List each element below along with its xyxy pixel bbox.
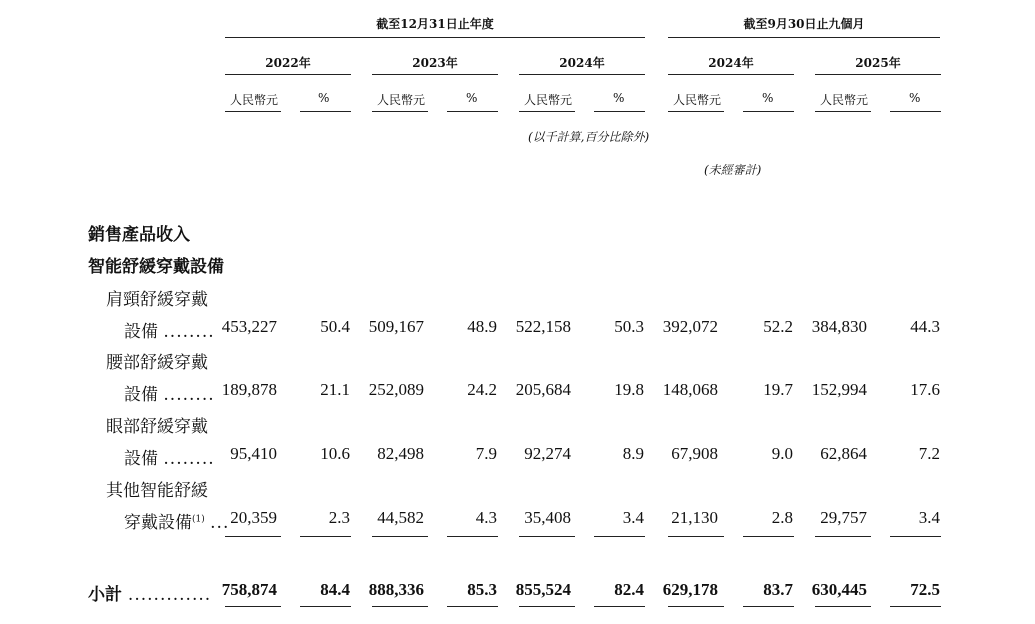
subtotal-rule [300,536,351,537]
year-rule [668,74,794,75]
table-cell: 67,908 [671,444,718,463]
unit-pct: % [762,91,774,105]
unit-pct: % [318,91,330,105]
year-header-2023: 2023年 [412,56,458,70]
unit-rule [519,111,575,112]
subtotal-bottom-rule [890,606,941,607]
subtotal-cell: 85.3 [467,580,497,599]
row-label-line2 [124,444,215,469]
table-cell: 4.3 [475,508,497,527]
subtotal-bottom-rule [519,606,575,607]
row-label-line2 [124,317,215,342]
unit-pct: % [613,91,625,105]
row-label-line1: 肩頸舒緩穿戴 [106,290,208,310]
table-cell: 24.2 [467,380,497,399]
subtotal-cell: 82.4 [614,580,644,599]
subtotal-rule [594,536,645,537]
subtotal-rule [815,536,871,537]
row-label-line1: 眼部舒緩穿戴 [106,417,208,437]
table-cell: 35,408 [524,508,571,527]
table-cell: 95,410 [230,444,277,463]
subtotal-cell: 83.7 [763,580,793,599]
table-cell: 453,227 [221,317,277,336]
year-header-2022: 2022年 [265,56,311,70]
note-unaudited: (未經審計) [704,163,762,177]
unit-rule [668,111,724,112]
group-rule-annual [225,37,645,38]
table-cell: 17.6 [910,380,940,399]
table-cell: 52.2 [763,317,793,336]
subtotal-bottom-rule [668,606,724,607]
row-label-line1: 腰部舒緩穿戴 [106,353,208,373]
table-cell: 7.2 [918,444,940,463]
table-cell: 21,130 [671,508,718,527]
table-cell: 7.9 [475,444,497,463]
year-header-2024: 2024年 [559,56,605,70]
table-cell: 44,582 [377,508,424,527]
subtotal-bottom-rule [372,606,428,607]
row-label-text: 設備 [124,449,158,469]
table-cell: 48.9 [467,317,497,336]
subtotal-rule [372,536,428,537]
year-rule [519,74,645,75]
leader-dots: ............. [127,585,212,605]
subtotal-cell: 630,445 [811,580,867,599]
note-thousands: (以千計算,百分比除外) [528,130,650,144]
table-cell: 148,068 [662,380,718,399]
table-cell: 522,158 [515,317,571,336]
subtotal-bottom-rule [447,606,498,607]
subtotal-rule [668,536,724,537]
subtotal-cell: 758,874 [221,580,277,599]
table-cell: 82,498 [377,444,424,463]
year-rule [815,74,941,75]
row-label-line1: 其他智能舒緩 [106,481,208,501]
subtotal-cell: 84.4 [320,580,350,599]
table-cell: 189,878 [221,380,277,399]
subtotal-rule [225,536,281,537]
subtotal-label [88,580,211,605]
leader-dots: ........ [163,322,215,342]
row-label-line2 [124,380,215,405]
section-wearables: 智能舒緩穿戴設備 [88,257,224,277]
unit-rmb: 人民幣元 [820,93,869,107]
subtotal-bottom-rule [594,606,645,607]
unit-rule [225,111,281,112]
table-cell: 9.0 [771,444,793,463]
unit-pct: % [909,91,921,105]
unit-rule [743,111,794,112]
table-cell: 2.3 [328,508,350,527]
leader-dots: ........ [163,385,215,405]
table-cell: 20,359 [230,508,277,527]
unit-rmb: 人民幣元 [673,93,722,107]
year-rule [372,74,498,75]
subtotal-cell: 855,524 [515,580,571,599]
subtotal-bottom-rule [743,606,794,607]
unit-rmb: 人民幣元 [524,93,573,107]
table-cell: 3.4 [918,508,940,527]
group-header-annual: 截至12月31日止年度 [376,17,494,31]
year-rule [225,74,351,75]
table-cell: 29,757 [820,508,867,527]
unit-rule [447,111,498,112]
row-label-text: 穿戴設備 [124,513,192,533]
table-cell: 384,830 [811,317,867,336]
table-cell: 10.6 [320,444,350,463]
table-cell: 19.7 [763,380,793,399]
table-cell: 50.3 [614,317,644,336]
unit-pct: % [466,91,478,105]
unit-rule [594,111,645,112]
section-revenue: 銷售產品收入 [88,225,190,245]
table-cell: 21.1 [320,380,350,399]
subtotal-rule [890,536,941,537]
subtotal-text: 小計 [88,585,122,605]
subtotal-rule [743,536,794,537]
table-cell: 205,684 [515,380,571,399]
year-header-2025-9m: 2025年 [855,56,901,70]
table-cell: 392,072 [662,317,718,336]
subtotal-cell: 888,336 [368,580,424,599]
leader-dots: ........ [163,449,215,469]
footnote-marker: (1) [192,514,205,525]
subtotal-rule [519,536,575,537]
unit-rule [372,111,428,112]
row-label-text: 設備 [124,385,158,405]
table-cell: 50.4 [320,317,350,336]
subtotal-cell: 72.5 [910,580,940,599]
table-cell: 44.3 [910,317,940,336]
unit-rule [890,111,941,112]
subtotal-bottom-rule [815,606,871,607]
table-cell: 92,274 [524,444,571,463]
unit-rule [815,111,871,112]
table-cell: 252,089 [368,380,424,399]
table-cell: 8.9 [622,444,644,463]
table-cell: 152,994 [811,380,867,399]
unit-rule [300,111,351,112]
subtotal-bottom-rule [300,606,351,607]
subtotal-rule [447,536,498,537]
table-cell: 2.8 [771,508,793,527]
table-cell: 509,167 [368,317,424,336]
group-rule-nine-months [668,37,940,38]
table-cell: 3.4 [622,508,644,527]
leader-dots: ... [210,513,230,533]
table-cell: 19.8 [614,380,644,399]
table-cell: 62,864 [820,444,867,463]
group-header-nine-months: 截至9月30日止九個月 [743,17,865,31]
row-label-text: 設備 [124,322,158,342]
unit-rmb: 人民幣元 [230,93,279,107]
subtotal-bottom-rule [225,606,281,607]
year-header-2024-9m: 2024年 [708,56,754,70]
subtotal-cell: 629,178 [662,580,718,599]
unit-rmb: 人民幣元 [377,93,426,107]
